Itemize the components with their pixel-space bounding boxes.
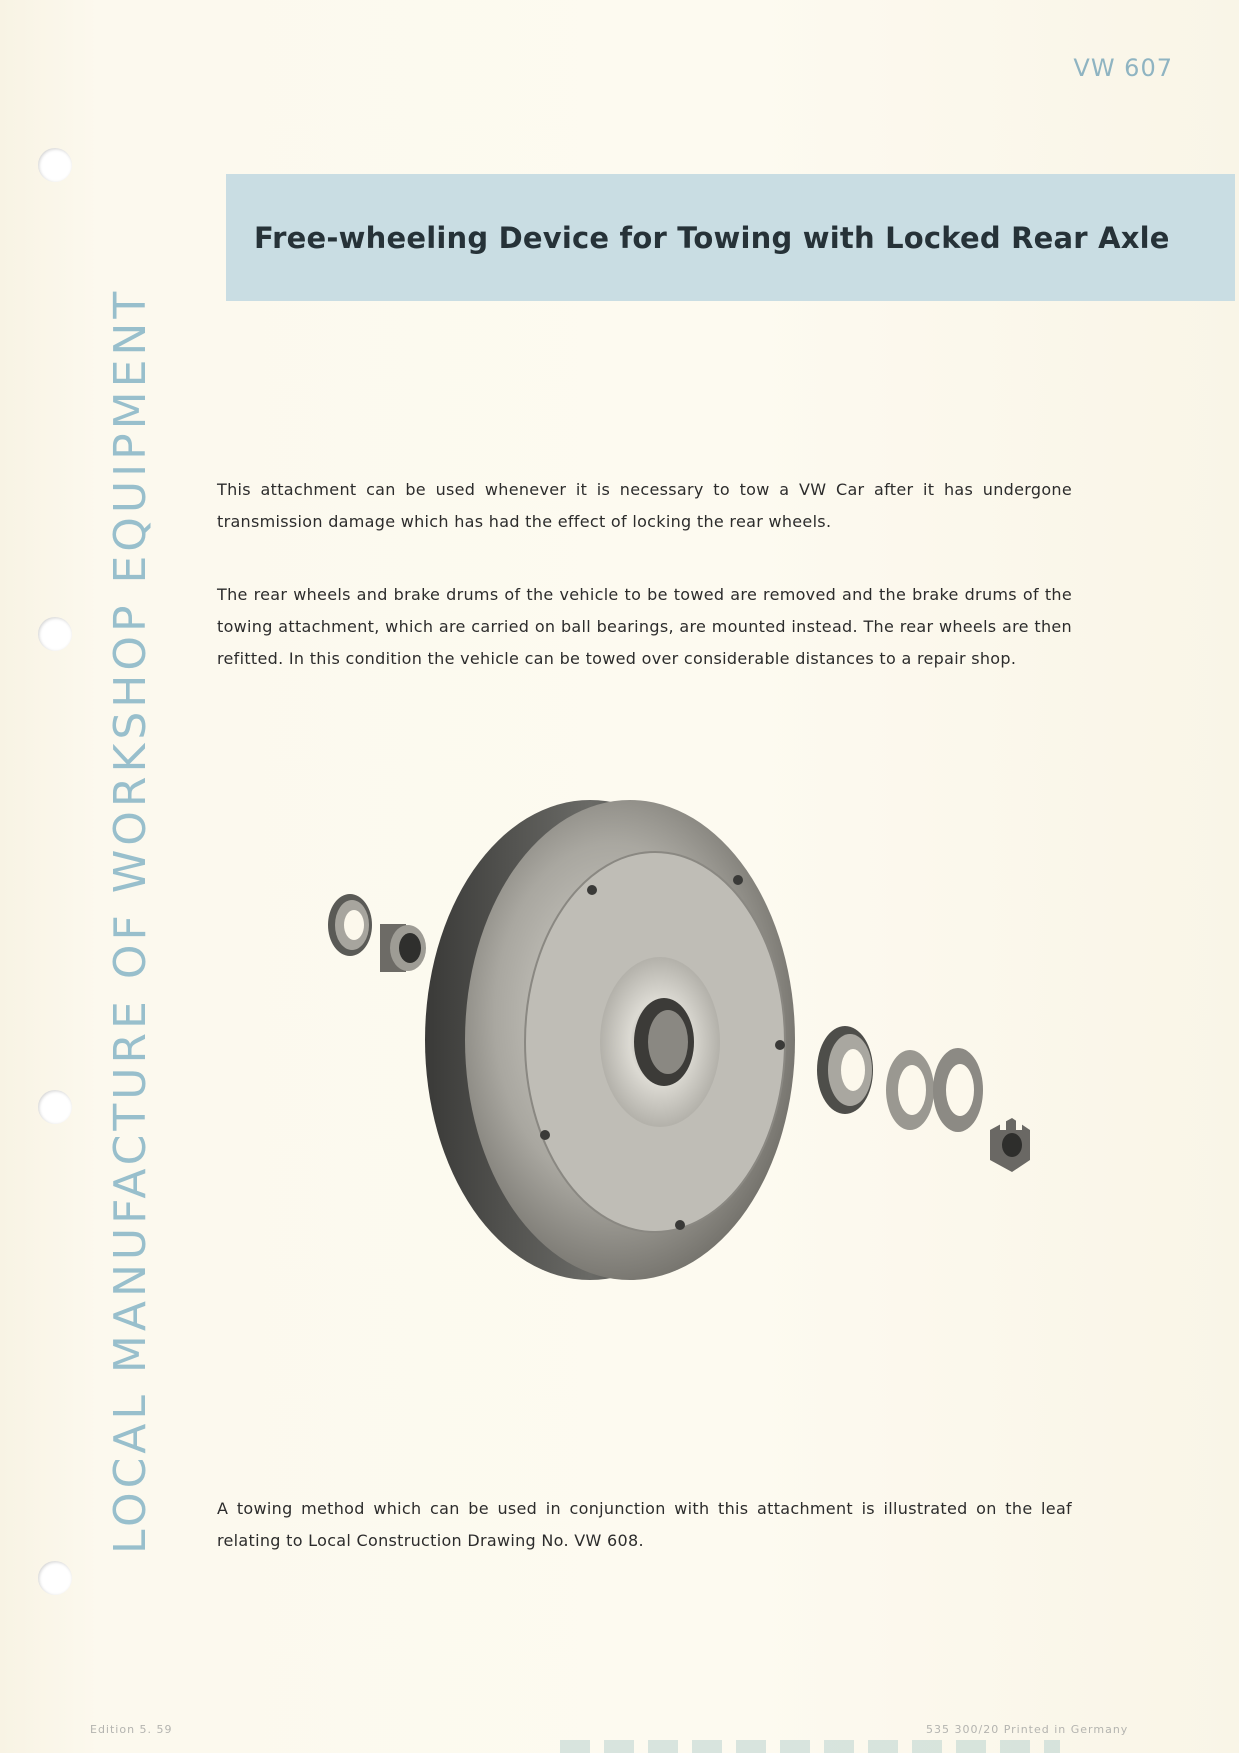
document-number: VW 607 [1073, 54, 1173, 82]
brake-drum [425, 800, 795, 1280]
punch-hole-upper-middle [38, 617, 72, 651]
page-title: Free-wheeling Device for Towing with Locked Rear Axle [254, 220, 1170, 255]
paragraph-reference: A towing method which can be used in conjunction with this attachment is illustrated on the leaf relating to Local Construction Drawing No. VW 608. [217, 1499, 1072, 1550]
free-wheeling-device-illustration [300, 790, 1080, 1290]
print-info: 535 300/20 Printed in Germany [926, 1723, 1129, 1736]
paragraph-intro: This attachment can be used whenever it is necessary to tow a VW Car after it has undergone transmission damage which has had the effect of locking the rear wheels. [217, 480, 1072, 531]
punch-hole-lower-middle [38, 1090, 72, 1124]
large-ball-bearing [817, 1026, 873, 1114]
side-category-label: LOCAL MANUFACTURE OF WORKSHOP EQUIPMENT [105, 287, 156, 1554]
bottom-edge-mark [560, 1740, 1060, 1753]
paragraph-procedure: The rear wheels and brake drums of the vehicle to be towed are removed and the brake drums of the towing attachment, which are carried on ball bearings, are mounted instead. The rear wheels are then refitted. In this condition the vehicle can be towed over considerable distances to a repair shop. [217, 585, 1072, 668]
punch-hole-bottom [38, 1561, 72, 1595]
title-band [226, 174, 1235, 301]
edition-label: Edition 5. 59 [90, 1723, 173, 1736]
punch-hole-top [38, 148, 72, 182]
small-ball-bearing [328, 894, 372, 956]
thrust-washer-2 [933, 1048, 983, 1132]
bearing-bushing [380, 924, 426, 972]
castle-nut [990, 1118, 1030, 1172]
thrust-washer-1 [886, 1050, 934, 1130]
